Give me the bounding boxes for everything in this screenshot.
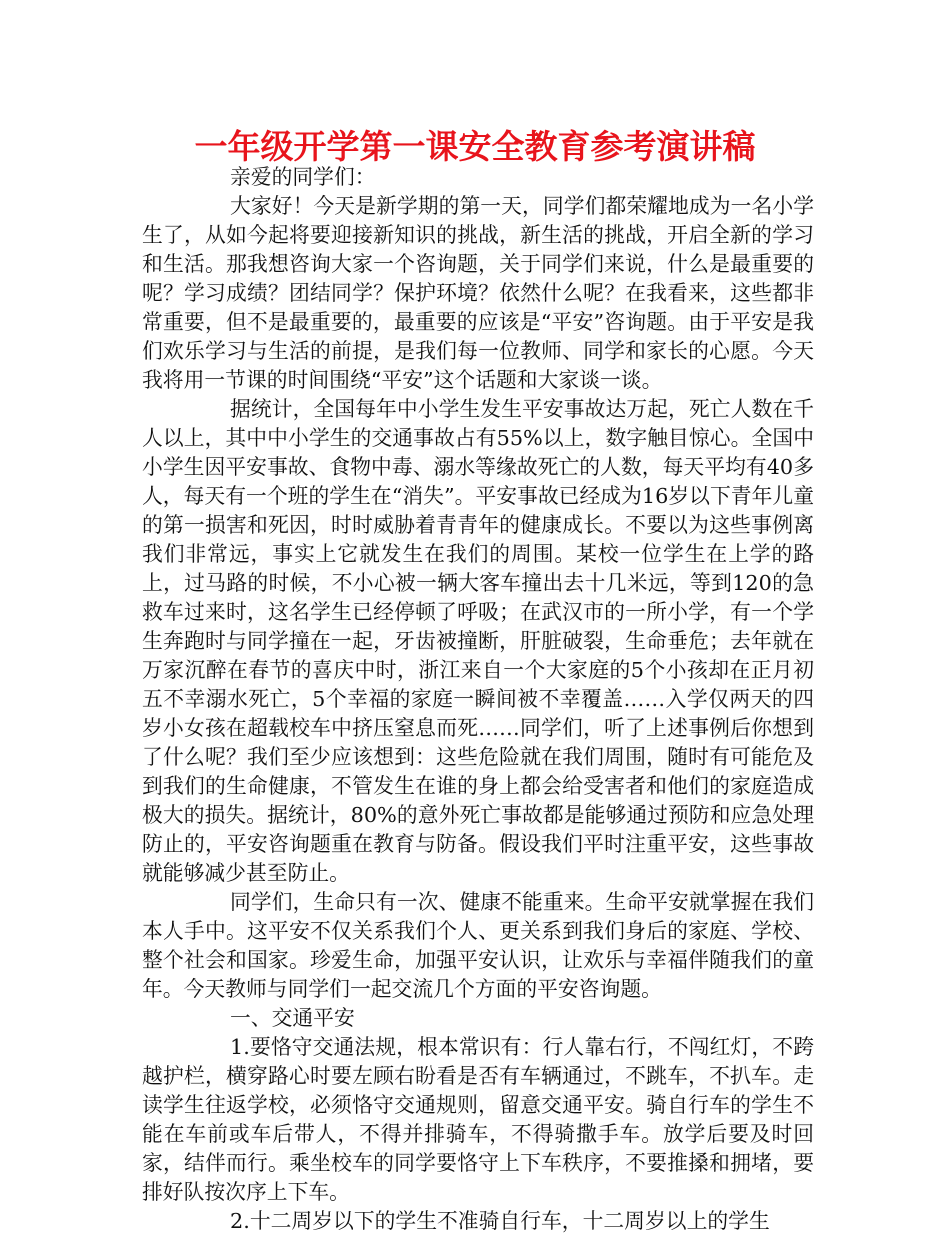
document-title: 一年级开学第一课安全教育参考演讲稿 [194,127,756,166]
paragraph-rule-2: 2.十二周岁以下的学生不准骑自行车，十二周岁以上的学生 [230,1209,770,1233]
document-body [142,163,814,1236]
paragraph-intro: 大家好！今天是新学期的第一天，同学们都荣耀地成为一名小学生了，从如今起将要迎接新知识的挑战，新生活的挑战，开启全新的学习和生活。那我想咨询大家一个咨询题，关于同学们来说，什么是最重要的呢？学习成绩？团结同学？保护环境？依然什么呢？在我看来，这些都非常重要，但不是最重要的，最重要的应该是“平安”咨询题。由于平安是我们欢乐学习与生活的前提，是我们每一位教师、同学和家长的心愿。今天我将用一节课的时间围绕“平安”这个话题和大家谈一谈。 [142,194,814,392]
paragraph-statistics: 据统计，全国每年中小学生发生平安事故达万起，死亡人数在千人以上，其中中小学生的交通事故占有55%以上，数字触目惊心。全国中小学生因平安事故、食物中毒、溺水等缘故死亡的人数，每天平均有40多人，每天有一个班的学生在“消失”。平安事故已经成为16岁以下青年儿童的第一损害和死因，时时威胁着青青年的健康成长。不要以为这些事例离我们非常远，事实上它就发生在我们的周围。某校一位学生在上学的路上，过马路的时候，不小心被一辆大客车撞出去十几米远，等到120的急救车过来时，这名学生已经停顿了呼吸；在武汉市的一所小学，有一个学生奔跑时与同学撞在一起，牙齿被撞断，肝脏破裂，生命垂危；去年就在万家沉醉在春节的喜庆中时，浙江来自一个大家庭的5个小孩却在正月初五不幸溺水死亡，5个幸福的家庭一瞬间被不幸覆盖……入学仅两天的四岁小女孩在超载校车中挤压窒息而死……同学们，听了上述事例后你想到了什么呢？我们至少应该想到：这些危险就在我们周围，随时有可能危及到我们的生命健康，不管发生在谁的身上都会给受害者和他们的家庭造成极大的损失。据统计，80%的意外死亡事故都是能够通过预防和应急处理防止的，平安咨询题重在教育与防备。假设我们平时注重平安，这些事故就能够减少甚至防止。 [142,397,814,885]
paragraph-rule-1: 1.要恪守交通法规，根本常识有：行人靠右行，不闯红灯，不跨越护栏，横穿路心时要左顾右盼看是否有车辆通过，不跳车，不扒车。走读学生往返学校，必须恪守交通规则，留意交通平安。骑自行车的学生不能在车前或车后带人，不得并排骑车，不得骑撒手车。放学后要及时回家，结伴而行。乘坐校车的同学要恪守上下车秩序，不要推搡和拥堵，要排好队按次序上下车。 [142,1035,814,1204]
paragraph-life-once: 同学们，生命只有一次、健康不能重来。生命平安就掌握在我们本人手中。这平安不仅关系我们个人、更关系到我们身后的家庭、学校、整个社会和国家。珍爱生命，加强平安认识，让欢乐与幸福伴随我们的童年。今天教师与同学们一起交流几个方面的平安咨询题。 [142,890,814,1001]
paragraph-greeting: 亲爱的同学们： [230,165,376,189]
section-heading-traffic: 一、交通平安 [230,1006,355,1030]
